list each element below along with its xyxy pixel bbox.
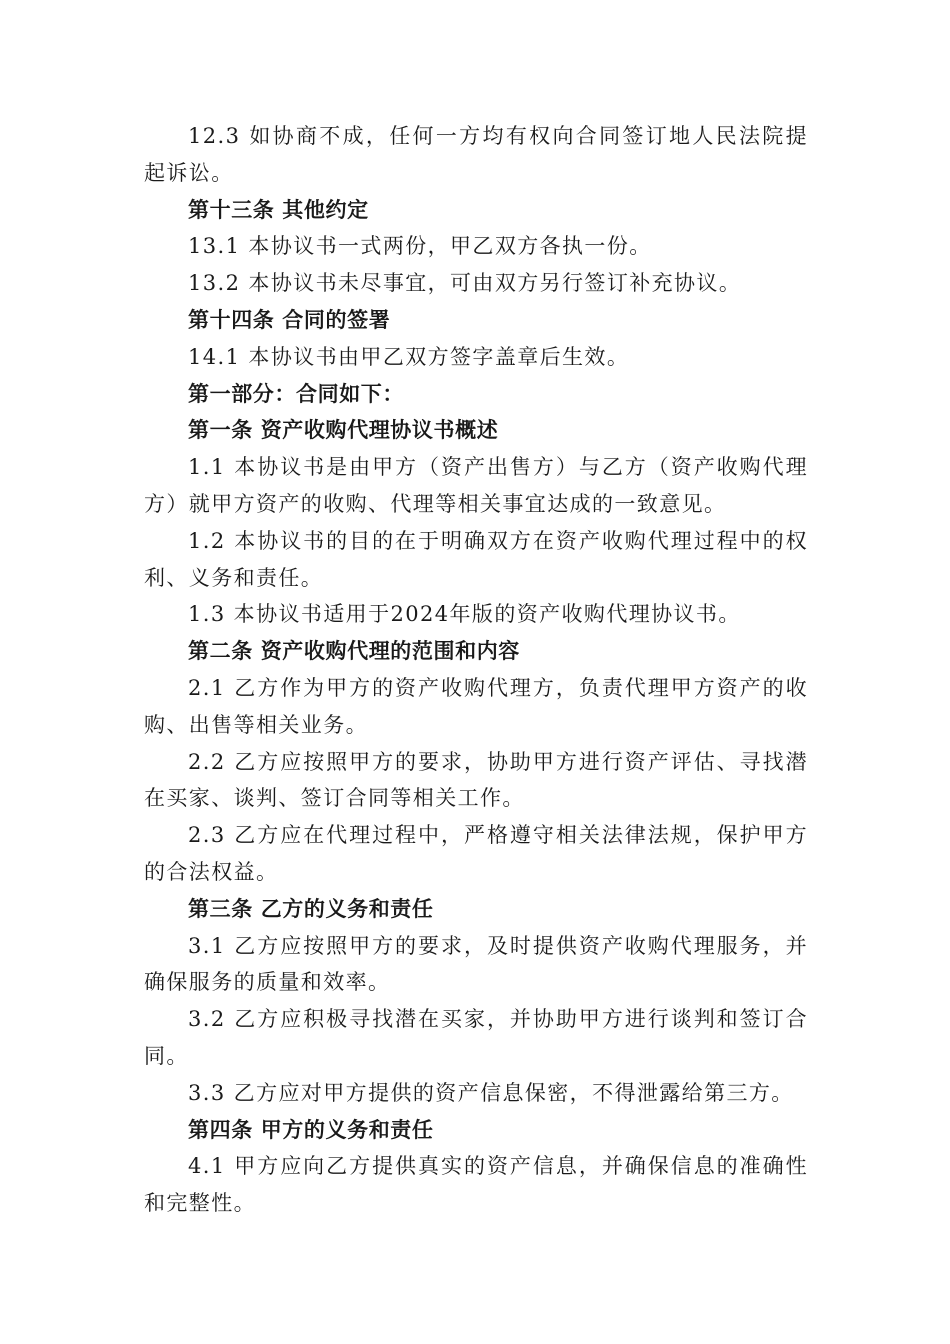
clause-12-3: 12.3 如协商不成，任何一方均有权向合同签订地人民法院提起诉讼。 [144,124,808,185]
clause-1-3: 1.3 本协议书适用于2024年版的资产收购代理协议书。 [188,602,741,627]
clause-3-1: 3.1 乙方应按照甲方的要求，及时提供资产收购代理服务，并确保服务的质量和效率。 [144,933,808,995]
article-13-heading: 第十三条 其他约定 [188,196,369,222]
clause-2-2: 2.2 乙方应按照甲方的要求，协助甲方进行资产评估、寻找潜在买家、谈判、签订合同等相关工作。 [144,749,808,811]
clause-4-1: 4.1 甲方应向乙方提供真实的资产信息，并确保信息的准确性和完整性。 [144,1154,808,1216]
clause-2-1: 2.1 乙方作为甲方的资产收购代理方，负责代理甲方资产的收购、出售等相关业务。 [144,675,808,737]
document-page [144,118,808,1222]
article-2-heading: 第二条 资产收购代理的范围和内容 [188,638,520,664]
clause-14-1: 14.1 本协议书由甲乙双方签字盖章后生效。 [188,344,630,369]
clause-13-2: 13.2 本协议书未尽事宜，可由双方另行签订补充协议。 [188,271,742,296]
article-1-heading: 第一条 资产收购代理协议书概述 [188,417,499,443]
clause-2-3: 2.3 乙方应在代理过程中，严格遵守相关法律法规，保护甲方的合法权益。 [144,823,808,884]
clause-3-2: 3.2 乙方应积极寻找潜在买家，并协助甲方进行谈判和签订合同。 [144,1007,808,1068]
clause-3-3: 3.3 乙方应对甲方提供的资产信息保密，不得泄露给第三方。 [188,1080,794,1105]
part-1-heading: 第一部分：合同如下： [188,380,404,406]
clause-13-1: 13.1 本协议书一式两份，甲乙双方各执一份。 [188,234,652,259]
article-3-heading: 第三条 乙方的义务和责任 [188,895,434,921]
article-14-heading: 第十四条 合同的签署 [188,306,391,332]
clause-1-2: 1.2 本协议书的目的在于明确双方在资产收购代理过程中的权利、义务和责任。 [144,528,808,590]
clause-1-1: 1.1 本协议书是由甲方（资产出售方）与乙方（资产收购代理方）就甲方资产的收购、代理等相关事宜达成的一致意见。 [144,455,808,516]
article-4-heading: 第四条 甲方的义务和责任 [188,1116,434,1142]
